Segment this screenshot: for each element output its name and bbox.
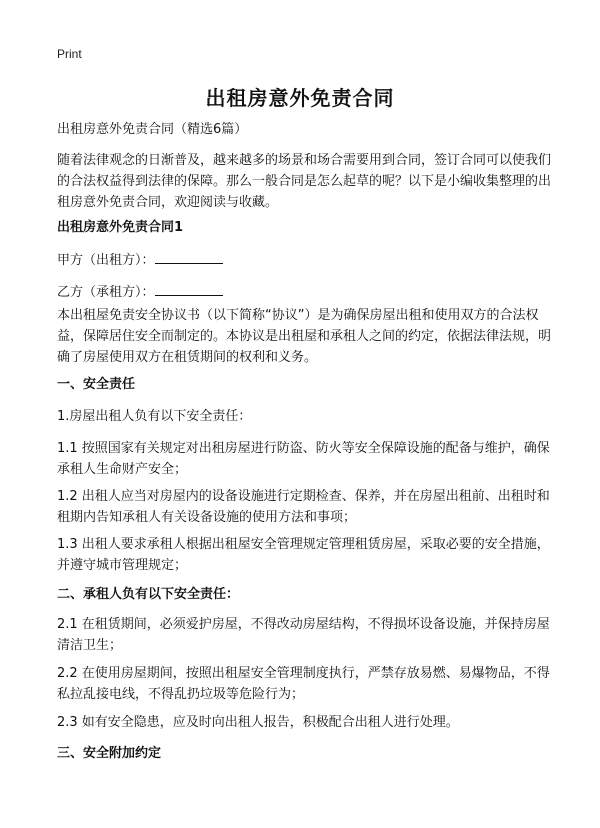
preamble-paragraph: 本出租屋免责安全协议书（以下简称“协议”）是为确保房屋出租和使用双方的合法权益，保障居住安全而制定的。本协议是出租屋和承租人之间的约定，依据法律法规，明确了房屋使用双方在租赁期间的权利和义务。 (57, 308, 552, 365)
party-b-blank (155, 281, 223, 296)
contract-heading: 出租房意外免责合同1 (57, 220, 184, 235)
party-b-label: 乙方（承租方）： (57, 285, 155, 300)
s2-item-2-1: 2.1 在租赁期间，必须爱护房屋，不得改动房屋结构，不得损坏设备设施，并保持房屋清洁卫生； (57, 617, 550, 653)
party-a-label: 甲方（出租方）： (57, 253, 155, 268)
document-subtitle: 出租房意外免责合同（精选6篇） (57, 122, 248, 137)
s1-item-1-1: 1.1 按照国家有关规定对出租房屋进行防盗、防火等安全保障设施的配备与维护，确保承租人生命财产安全； (57, 441, 550, 477)
party-a-line (57, 249, 552, 271)
s2-item-2-3: 2.3 如有安全隐患，应及时向出租人报告，积极配合出租人进行处理。 (57, 715, 459, 730)
document-title: 出租房意外免责合同 (205, 86, 395, 110)
party-a-blank (155, 249, 223, 264)
s2-item-2-2: 2.2 在使用房屋期间，按照出租屋安全管理制度执行，严禁存放易燃、易爆物品，不得私拉乱接电线，不得乱扔垃圾等危险行为； (57, 666, 550, 702)
print-label[interactable]: Print (57, 47, 82, 61)
party-b-line (57, 281, 552, 303)
section3-heading: 三、安全附加约定 (57, 746, 162, 761)
s1-item-1: 1.房屋出租人负有以下安全责任： (57, 409, 252, 424)
s1-item-1-2: 1.2 出租人应当对房屋内的设备设施进行定期检查、保养，并在房屋出租前、出租时和租期内告知承租人有关设备设施的使用方法和事项； (57, 489, 550, 525)
intro-paragraph: 随着法律观念的日渐普及，越来越多的场景和场合需要用到合同，签订合同可以使我们的合法权益得到法律的保障。那么一般合同是怎么起草的呢？以下是小编收集整理的出租房意外免责合同，欢迎阅读与收藏。 (57, 153, 552, 210)
section1-heading: 一、安全责任 (57, 377, 136, 392)
s1-item-1-3: 1.3 出租人要求承租人根据出租屋安全管理规定管理租赁房屋，采取必要的安全措施，并遵守城市管理规定； (57, 537, 550, 573)
section2-heading: 二、承租人负有以下安全责任： (57, 587, 240, 602)
